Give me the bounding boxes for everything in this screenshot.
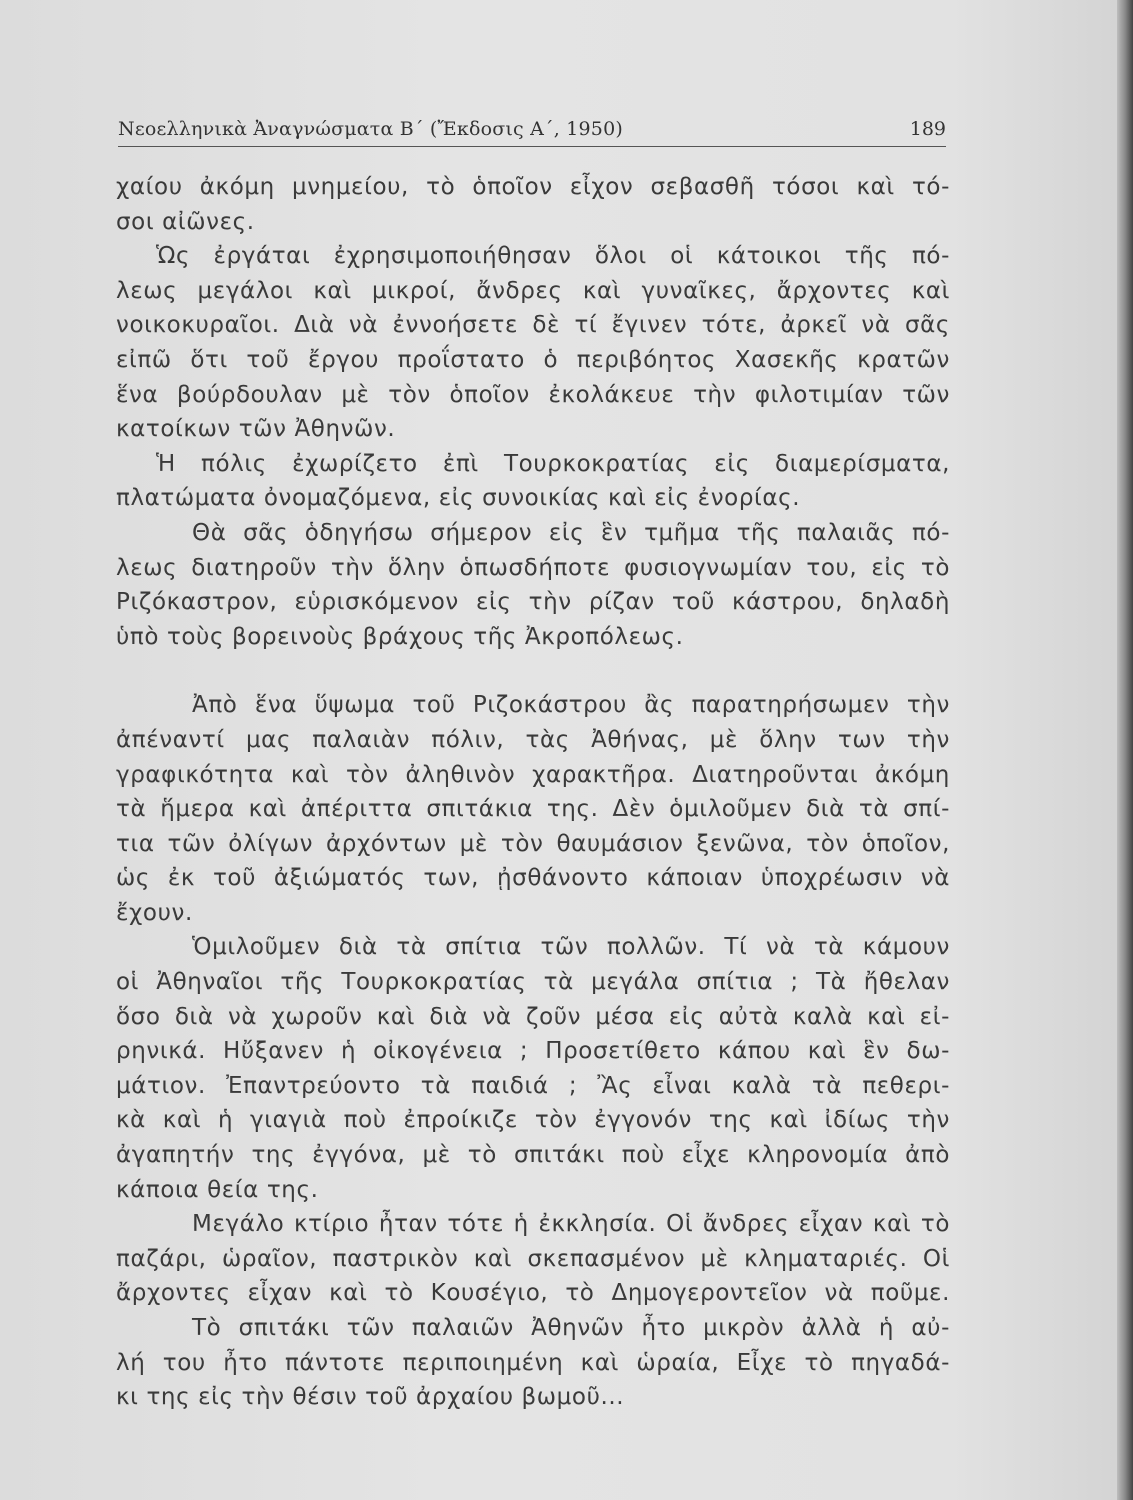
text-line: ὅσο διὰ νὰ χωροῦν καὶ διὰ νὰ ζοῦν μέσα εἰς αὐτὰ καλὰ καὶ εἰ- — [116, 1003, 950, 1030]
running-header — [118, 116, 946, 146]
text-line: Μεγάλο κτίριο ἦταν τότε ἡ ἐκκλησία. Οἱ ἄνδρες εἶχαν καὶ τὸ — [192, 1211, 950, 1238]
text-line: σοι αἰῶνες. — [116, 208, 255, 235]
text-line: Θὰ σᾶς ὁδηγήσω σήμερον εἰς ἓν τμῆμα τῆς παλαιᾶς πό- — [192, 519, 950, 546]
text-line: χαίου ἀκόμη μνημείου, τὸ ὁποῖον εἶχον σεβασθῆ τόσοι καὶ τό- — [116, 174, 950, 200]
text-line: κι της εἰς τὴν θέσιν τοῦ ἀρχαίου βωμοῦ... — [116, 1384, 625, 1411]
text-line: ἀπέναντί μας παλαιὰν πόλιν, τὰς Ἀθήνας, μὲ ὅλην των τὴν — [116, 726, 950, 753]
text-line: τια τῶν ὀλίγων ἀρχόντων μὲ τὸν θαυμάσιον ξενῶνα, τὸν ὁποῖον, — [116, 830, 950, 857]
text-line: Ἡ πόλις ἐχωρίζετο ἐπὶ Τουρκοκρατίας εἰς διαμερίσματα, — [156, 450, 950, 477]
text-line: ἄρχοντες εἶχαν καὶ τὸ Κουσέγιο, τὸ Δημογεροντεῖον νὰ ποῦμε. — [116, 1280, 950, 1307]
text-line: Τὸ σπιτάκι τῶν παλαιῶν Ἀθηνῶν ἦτο μικρὸν ἀλλὰ ἡ αὐ- — [192, 1315, 950, 1341]
text-line: νοικοκυραῖοι. Διὰ νὰ ἐννοήσετε δὲ τί ἔγινεν τότε, ἀρκεῖ νὰ σᾶς — [116, 312, 950, 339]
text-line: παζάρι, ὡραῖον, παστρικὸν καὶ σκεπασμένον μὲ κληματαριές. Οἱ — [116, 1245, 950, 1272]
text-line: ἀγαπητήν της ἐγγόνα, μὲ τὸ σπιτάκι ποὺ εἶχε κληρονομία ἀπὸ — [116, 1142, 950, 1169]
text-line: μάτιον. Ἐπαντρεύοντο τὰ παιδιά ; Ἂς εἶναι καλὰ τὰ πεθερι- — [116, 1072, 950, 1099]
text-line: κατοίκων τῶν Ἀθηνῶν. — [116, 416, 396, 443]
text-line: λεως διατηροῦν τὴν ὅλην ὁπωσδήποτε φυσιογνωμίαν του, εἰς τὸ — [116, 554, 950, 581]
text-line: ἔχουν. — [116, 899, 193, 926]
page-edge — [1117, 0, 1133, 1500]
text-line: λεως μεγάλοι καὶ μικροί, ἄνδρες καὶ γυναῖκες, ἄρχοντες καὶ — [116, 277, 950, 304]
body-text — [116, 170, 950, 1415]
text-line: Ὁμιλοῦμεν διὰ τὰ σπίτια τῶν πολλῶν. Τί νὰ τὰ κάμουν — [192, 934, 950, 961]
text-line: γραφικότητα καὶ τὸν ἀληθινὸν χαρακτῆρα. Διατηροῦνται ἀκόμη — [116, 761, 950, 788]
book-title: Νεοελληνικὰ Ἀναγνώσματα Β΄ (Ἔκδοσις Α΄, 1950) — [118, 118, 623, 140]
text-line: τὰ ἥμερα καὶ ἀπέριττα σπιτάκια της. Δὲν ὁμιλοῦμεν διὰ τὰ σπί- — [116, 796, 950, 823]
header-rule — [118, 146, 946, 147]
text-line: κὰ καὶ ἡ γιαγιὰ ποὺ ἐπροίκιζε τὸν ἐγγονόν της καὶ ἰδίως τὴν — [116, 1107, 950, 1134]
text-line: οἱ Ἀθηναῖοι τῆς Τουρκοκρατίας τὰ μεγάλα σπίτια ; Τὰ ἤθελαν — [116, 969, 950, 996]
text-line: Ὡς ἐργάται ἐχρησιμοποιήθησαν ὅλοι οἱ κάτοικοι τῆς πό- — [156, 243, 950, 270]
text-line: ὑπὸ τοὺς βορεινοὺς βράχους τῆς Ἀκροπόλεως. — [116, 623, 684, 650]
text-line: ρηνικά. Ηὔξανεν ἡ οἰκογένεια ; Προσετίθετο κάπου καὶ ἓν δω- — [116, 1038, 950, 1065]
text-line: Ἀπὸ ἕνα ὕψωμα τοῦ Ριζοκάστρου ἂς παρατηρήσωμεν τὴν — [192, 692, 950, 719]
text-line: κάποια θεία της. — [116, 1176, 319, 1203]
text-line: εἰπῶ ὅτι τοῦ ἔργου προΐστατο ὁ περιβόητος Χασεκῆς κρατῶν — [116, 346, 950, 373]
text-line: ὡς ἐκ τοῦ ἀξιώματός των, ᾐσθάνοντο κάποιαν ὑποχρέωσιν νὰ — [116, 865, 950, 892]
text-line: ἕνα βούρδουλαν μὲ τὸν ὁποῖον ἐκολάκευε τὴν φιλοτιμίαν τῶν — [116, 381, 950, 408]
text-line: πλατώματα ὀνομαζόμενα, εἰς συνοικίας καὶ εἰς ἐνορίας. — [116, 485, 801, 512]
paragraph-gap — [116, 654, 950, 688]
page-number: 189 — [909, 118, 946, 140]
text-line: Ριζόκαστρον, εὑρισκόμενον εἰς τὴν ρίζαν τοῦ κάστρου, δηλαδὴ — [116, 589, 950, 616]
text-line: λή του ἦτο πάντοτε περιποιημένη καὶ ὡραία, Εἶχε τὸ πηγαδά- — [116, 1349, 950, 1376]
